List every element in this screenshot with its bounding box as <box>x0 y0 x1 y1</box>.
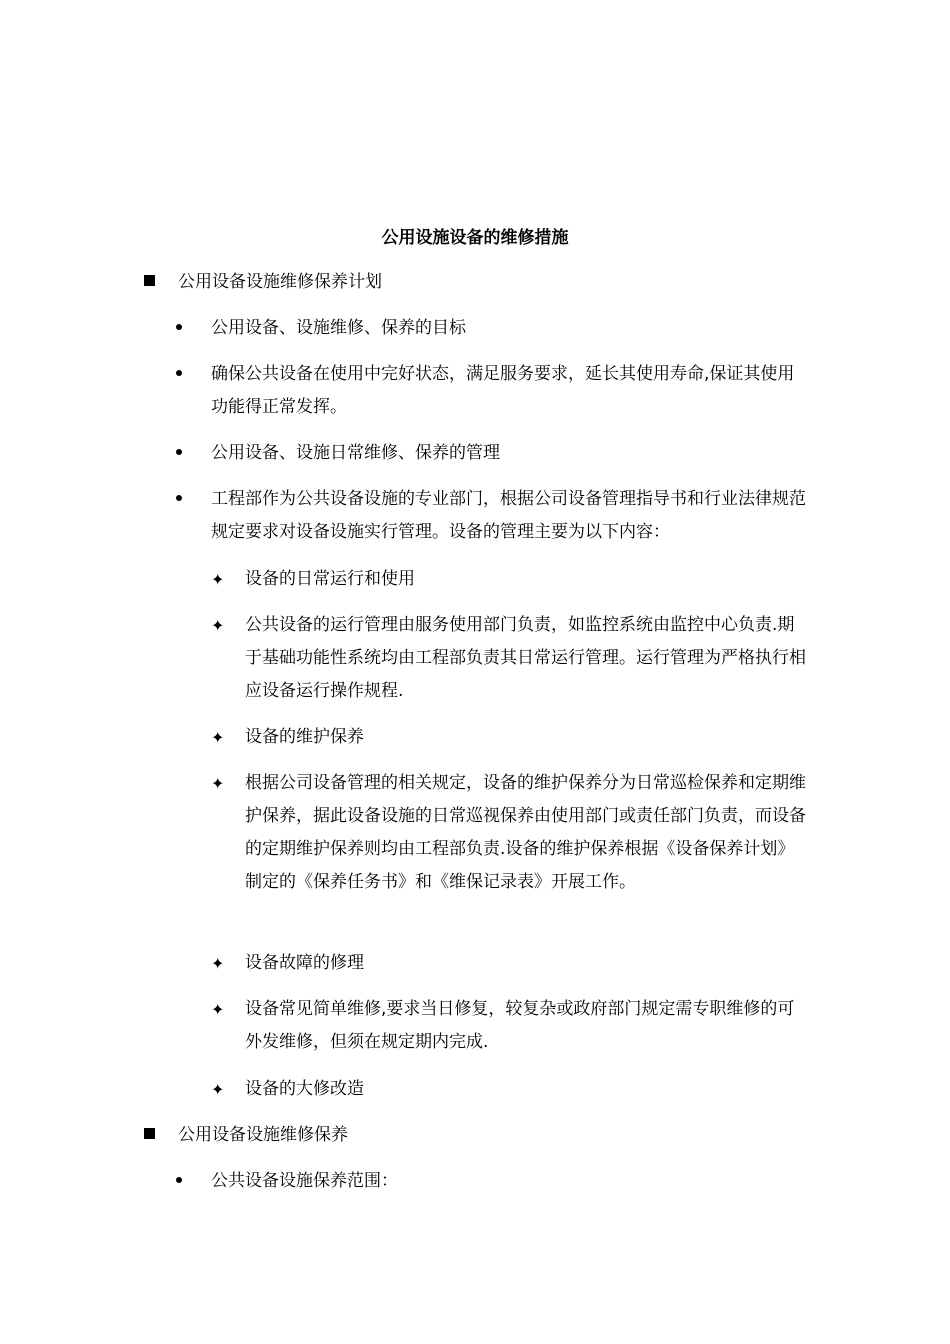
heading-maintenance <box>144 1119 814 1152</box>
square-bullet-icon <box>144 266 158 299</box>
bullet-icon <box>176 483 188 516</box>
list-item <box>176 358 810 424</box>
list-item-text: 设备的维护保养 <box>245 727 364 747</box>
list-item <box>176 312 810 345</box>
list-item-text: 根据公司设备管理的相关规定，设备的维护保养分为日常巡检保养和定期维护保养，据此设备设施的日常巡视保养由使用部门或责任部门负责，而设备的定期维护保养则均由工程部负责.设备的维护保养根据《设备保养计划》制定的《保养任务书》和《维保记录表》开展工作。 <box>245 773 806 892</box>
list-item-text: 公共设备的运行管理由服务使用部门负责，如监控系统由监控中心负责.期于基础功能性系统均由工程部负责其日常运行管理。运行管理为严格执行相应设备运行操作规程. <box>245 615 806 701</box>
list-item-text: 工程部作为公共设备设施的专业部门，根据公司设备管理指导书和行业法律规范规定要求对设备设施实行管理。设备的管理主要为以下内容： <box>211 489 806 542</box>
star-bullet-icon: ✦ <box>211 774 225 793</box>
list-item <box>176 437 810 470</box>
document-title: 公用设施设备的维修措施 <box>381 228 569 248</box>
bullet-icon <box>176 312 188 345</box>
sub-list-item <box>211 1073 811 1106</box>
square-bullet-icon <box>144 1119 158 1152</box>
bullet-icon <box>176 358 188 391</box>
list-item-text: 确保公共设备在使用中完好状态，满足服务要求，延长其使用寿命,保证其使用功能得正常发挥。 <box>211 364 795 417</box>
sub-list-item <box>211 609 811 708</box>
sub-list-item <box>211 947 811 980</box>
star-bullet-icon: ✦ <box>211 616 225 635</box>
sub-list-item <box>211 993 811 1059</box>
list-item <box>176 483 810 549</box>
star-bullet-icon: ✦ <box>211 728 225 747</box>
sub-list-item <box>211 563 811 596</box>
star-bullet-icon: ✦ <box>211 1080 225 1099</box>
list-item <box>176 1165 810 1198</box>
list-item-text: 公用设备、设施日常维修、保养的管理 <box>211 443 500 463</box>
list-item-text: 公用设备、设施维修、保养的目标 <box>211 318 466 338</box>
star-bullet-icon: ✦ <box>211 570 225 589</box>
bullet-icon <box>176 437 188 470</box>
list-item-text: 设备故障的修理 <box>245 953 364 973</box>
sub-list-item <box>211 767 811 899</box>
list-item-text: 公用设备设施维修保养计划 <box>178 272 382 292</box>
bullet-icon <box>176 1165 188 1198</box>
sub-list-item <box>211 721 811 754</box>
star-bullet-icon: ✦ <box>211 954 225 973</box>
list-item-text: 公共设备设施保养范围： <box>211 1171 398 1191</box>
star-bullet-icon: ✦ <box>211 1000 225 1019</box>
list-item-text: 公用设备设施维修保养 <box>178 1125 348 1145</box>
list-item-text: 设备常见简单维修,要求当日修复，较复杂或政府部门规定需专职维修的可外发维修，但须在规定期内完成. <box>245 999 795 1052</box>
list-item-text: 设备的日常运行和使用 <box>245 569 415 589</box>
list-item-text: 设备的大修改造 <box>245 1079 364 1099</box>
heading-maintenance-plan <box>144 266 814 299</box>
